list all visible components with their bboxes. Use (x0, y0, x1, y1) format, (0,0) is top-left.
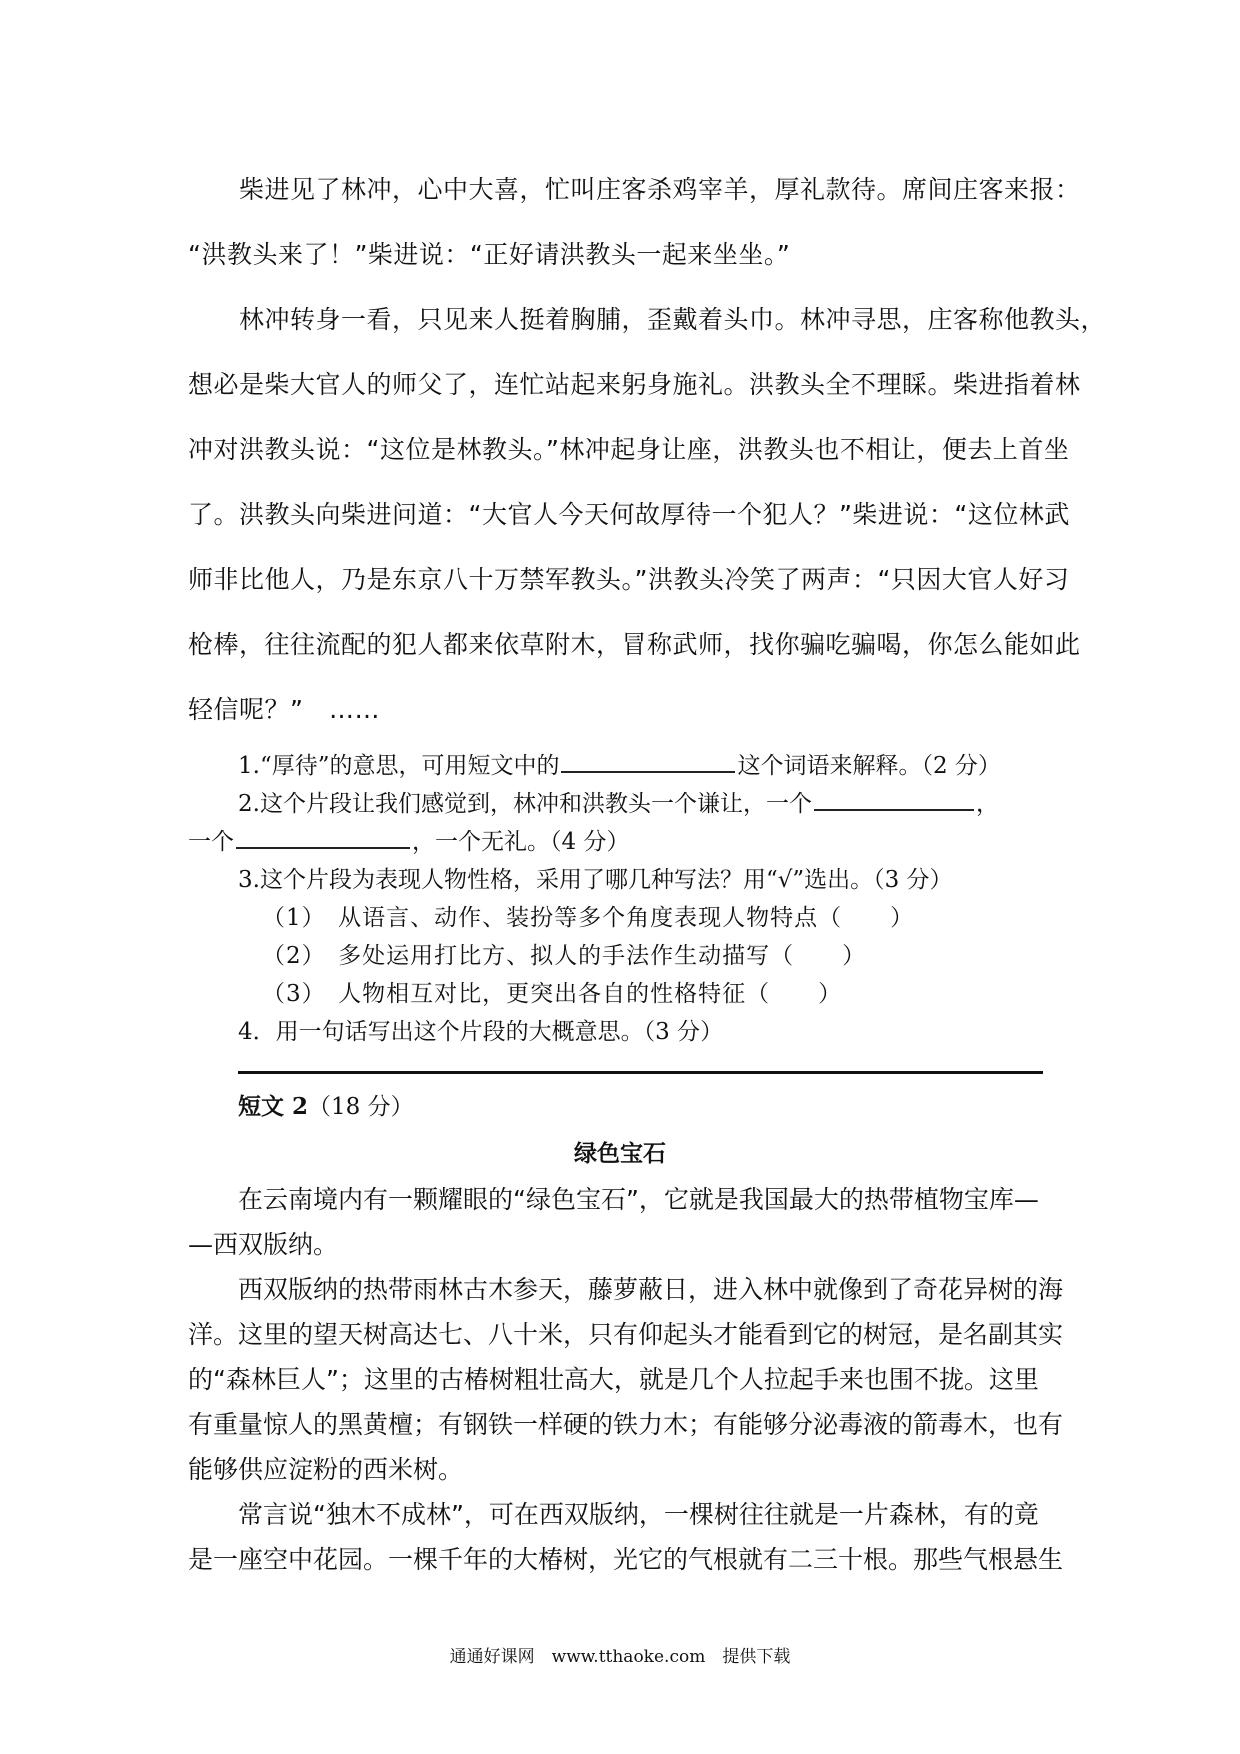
answer-blank-1[interactable] (561, 749, 735, 773)
question-1 (238, 747, 1001, 780)
question-1-text: 1.“厚待”的意思，可用短文中的 (238, 753, 560, 779)
passage-line: 枪棒，往往流配的犯人都来依草附木，冒称武师，找你骗吃骗喝，你怎么能如此 (188, 630, 1081, 659)
passage-line: 冲对洪教头说：“这位是林教头。”林冲起身让座，洪教头也不相让，便去上首坐 (188, 435, 1070, 464)
section-2-score: （18 分） (308, 1094, 414, 1120)
passage-line: 轻信呢？” …… (188, 695, 380, 724)
passage-line: “洪教头来了！”柴进说：“正好请洪教头一起来坐坐。” (188, 240, 791, 269)
passage-line: —西双版纳。 (188, 1230, 339, 1259)
passage-line: 能够供应淀粉的西米树。 (188, 1455, 464, 1484)
passage-line: 师非比他人，乃是东京八十万禁军教头。”洪教头冷笑了两声：“只因大官人好习 (188, 565, 1070, 594)
passage-line: 想必是柴大官人的师父了，连忙站起来躬身施礼。洪教头全不理睬。柴进指着林 (188, 370, 1081, 399)
option-1[interactable]: （1） 从语言、动作、装扮等多个角度表现人物特点（ ） (262, 905, 915, 931)
question-2-cont-text: 一个 (188, 829, 234, 855)
passage-line: 是一座空中花园。一棵千年的大椿树，光它的气根就有二三十根。那些气根悬生 (188, 1545, 1064, 1574)
section-2-heading (238, 1088, 414, 1121)
passage-line: 林冲转身一看，只见来人挺着胸脯，歪戴着头巾。林冲寻思，庄客称他教头， (188, 305, 1107, 334)
question-2 (238, 785, 999, 818)
passage-2-title: 绿色宝石 (574, 1141, 666, 1167)
passage-line: 常言说“独木不成林”，可在西双版纳，一棵树往往就是一片森林，有的竟 (188, 1500, 1039, 1529)
option-2[interactable]: （2） 多处运用打比方、拟人的手法作生动描写（ ） (262, 943, 867, 969)
answer-blank-2a[interactable] (814, 787, 974, 811)
question-1-tail: 这个词语来解释。（2 分） (737, 753, 1001, 779)
passage-line: 洋。这里的望天树高达七、八十米，只有仰起头才能看到它的树冠，是名副其实 (188, 1320, 1064, 1349)
passage-line: 在云南境内有一颗耀眼的“绿色宝石”，它就是我国最大的热带植物宝库— (188, 1185, 1039, 1214)
page-footer: 通通好课网 www.tthaoke.com 提供下载 (449, 1647, 791, 1667)
option-3[interactable]: （3） 人物相互对比，更突出各自的性格特征（ ） (262, 981, 843, 1007)
question-2-cont (188, 823, 629, 856)
answer-line-4[interactable] (238, 1071, 1043, 1074)
question-2-tail: ，一个无礼。（4 分） (412, 829, 630, 855)
passage-line: 柴进见了林冲，心中大喜，忙叫庄客杀鸡宰羊，厚礼款待。席间庄客来报： (188, 175, 1081, 204)
passage-line: 了。洪教头向柴进问道：“大官人今天何故厚待一个犯人？”柴进说：“这位林武 (188, 500, 1070, 529)
passage-line: 的“森林巨人”；这里的古椿树粗壮高大，就是几个人拉起手来也围不拢。这里 (188, 1365, 1039, 1394)
question-3: 3.这个片段为表现人物性格，采用了哪几种写法？用“√”选出。（3 分） (238, 867, 953, 893)
section-2-label: 短文 2 (238, 1093, 309, 1120)
question-4: 4．用一句话写出这个片段的大概意思。（3 分） (238, 1019, 724, 1045)
passage-line: 有重量惊人的黑黄檀；有钢铁一样硬的铁力木；有能够分泌毒液的箭毒木，也有 (188, 1410, 1064, 1439)
question-2-text: 2.这个片段让我们感觉到，林冲和洪教头一个谦让，一个 (238, 791, 812, 817)
passage-line: 西双版纳的热带雨林古木参天，藤萝蔽日，进入林中就像到了奇花异树的海 (188, 1275, 1064, 1304)
question-2-comma: ， (975, 791, 999, 817)
answer-blank-2b[interactable] (236, 825, 410, 849)
